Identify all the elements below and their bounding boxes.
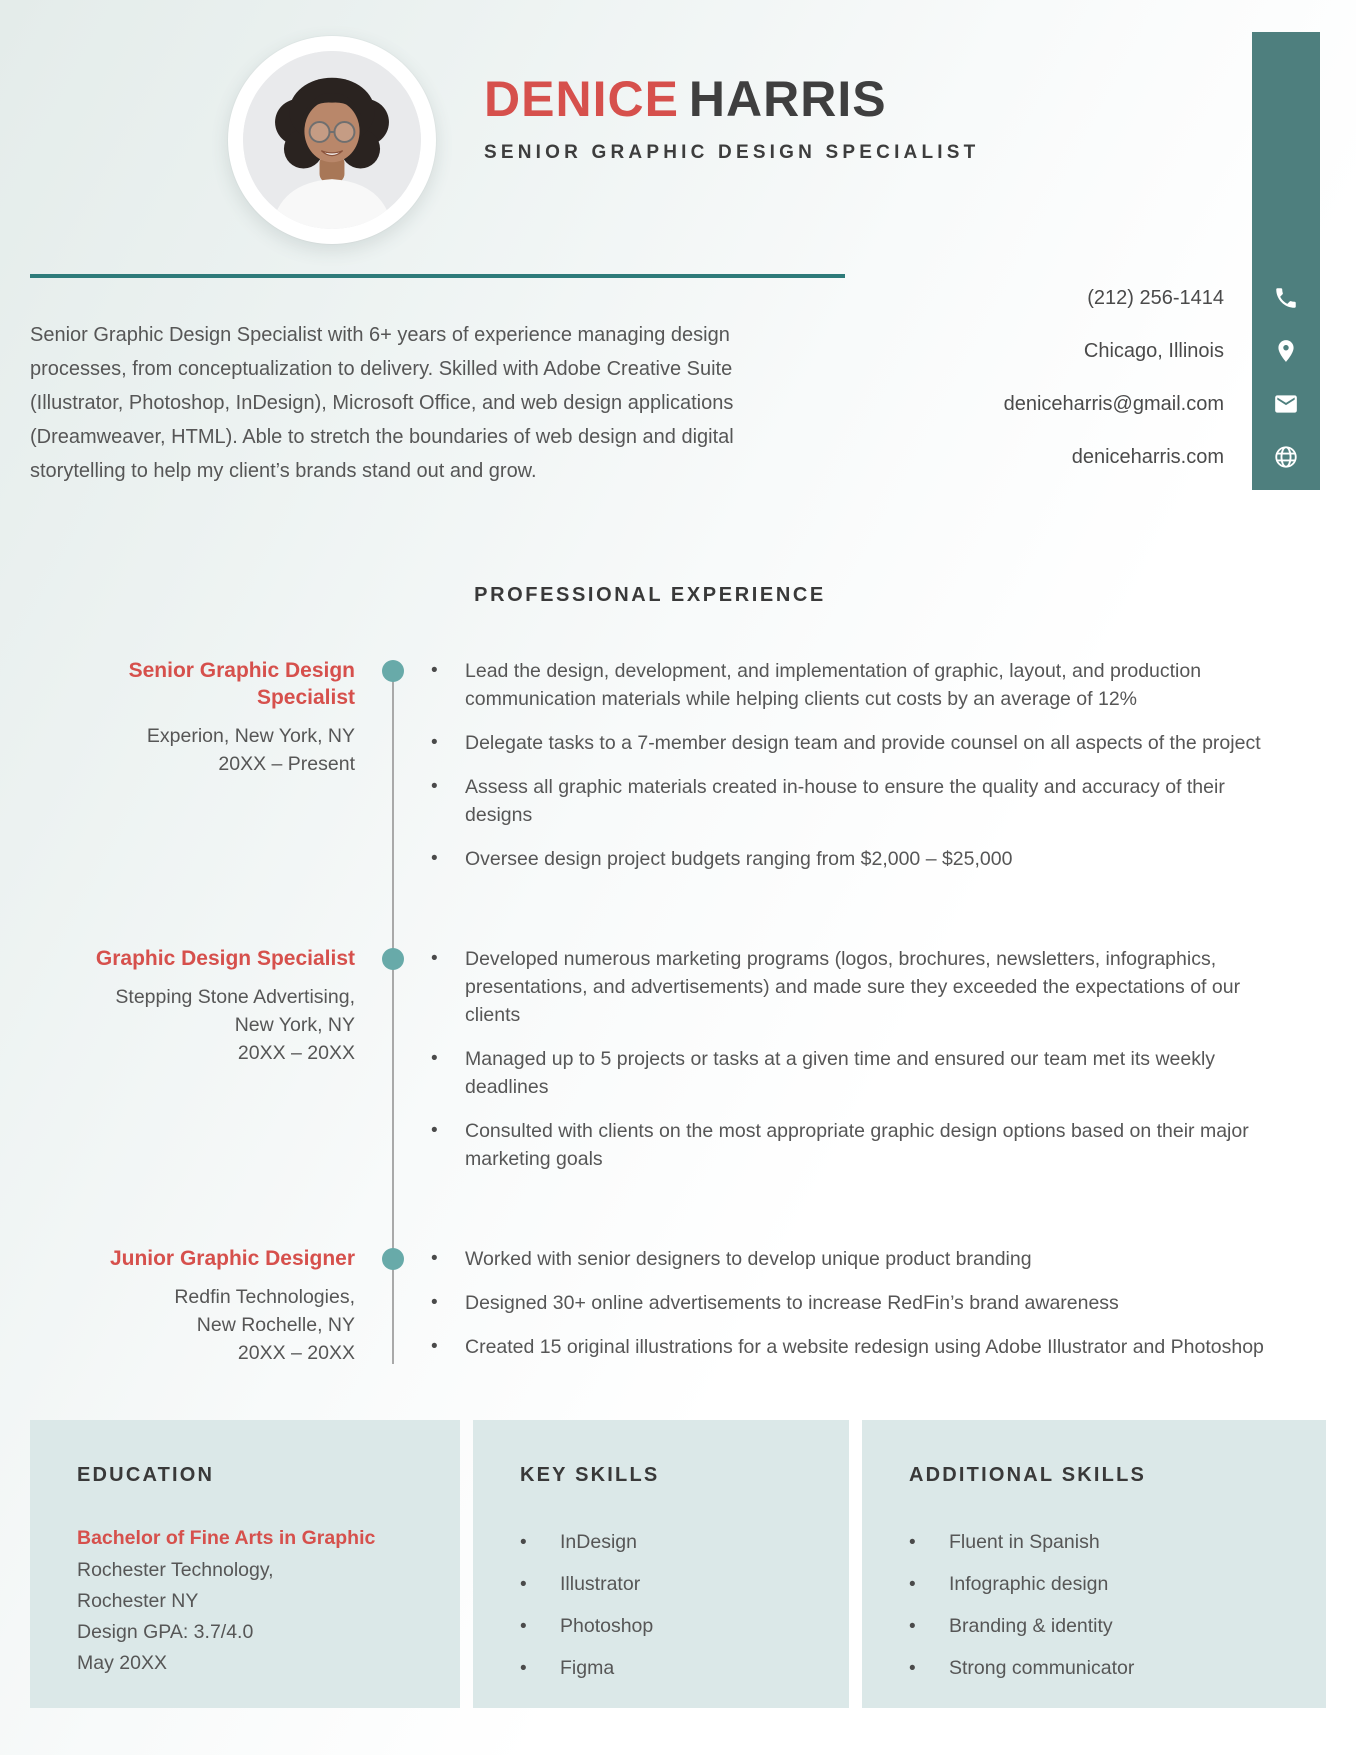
contact-list (864, 272, 1224, 484)
bullet-icon: • (909, 1616, 916, 1637)
email-icon (1273, 391, 1299, 417)
bullet-icon: • (520, 1574, 527, 1595)
job-entry (30, 945, 1270, 1189)
job-bullet (431, 1245, 1270, 1273)
job-bullet (431, 1117, 1270, 1173)
education-detail-line: May 20XX (77, 1652, 167, 1674)
job-entry (30, 1245, 1270, 1377)
key-skills-heading: KEY SKILLS (520, 1464, 660, 1486)
skill-item-text: Branding & identity (949, 1615, 1113, 1637)
bullet-icon: • (431, 732, 438, 753)
timeline-cell (355, 1245, 431, 1377)
job-meta (30, 1283, 355, 1367)
job-bullet-text: Worked with senior designers to develop unique product branding (465, 1248, 1032, 1270)
phone-icon (1273, 285, 1299, 311)
summary-paragraph: Senior Graphic Design Specialist with 6+ years of experience managing design processes, from conceptualization to delivery. Skilled with Adobe Creative Suite (Illustrator, Photoshop, InDesign), Microsoft Office, and web design applications (Dreamweaver, HTML). Able to stretch the boundaries of web design and digital storytelling to help my client’s brands stand out and grow. (30, 324, 734, 482)
job-bullet (431, 657, 1270, 713)
job-left-column (30, 1245, 355, 1377)
bullet-icon: • (909, 1658, 916, 1679)
bullet-icon: • (909, 1532, 916, 1553)
experience-section (30, 584, 1270, 1433)
education-detail-line: Design GPA: 3.7/4.0 (77, 1621, 254, 1643)
jobs (30, 657, 1270, 1377)
job-headline: SENIOR GRAPHIC DESIGN SPECIALIST (484, 142, 980, 163)
skill-item-text: Infographic design (949, 1573, 1109, 1595)
job-bullets (431, 945, 1270, 1189)
bullet-icon: • (909, 1574, 916, 1595)
additional-skills-heading: ADDITIONAL SKILLS (909, 1464, 1147, 1486)
job-bullet (431, 729, 1270, 757)
contact-icon-bar (1252, 32, 1320, 490)
key-skills-section (473, 1420, 849, 1708)
bullet-icon: • (431, 660, 438, 681)
page-title (484, 70, 979, 128)
job-bullets (431, 1245, 1270, 1377)
job-title: Senior Graphic Design Specialist (128, 659, 355, 709)
job-left-column (30, 657, 355, 889)
education-degree: Bachelor of Fine Arts in Graphic (77, 1527, 376, 1549)
skill-item (520, 1571, 819, 1599)
contact-location-value: Chicago, Illinois (1083, 340, 1224, 362)
bullet-icon: • (431, 776, 438, 797)
skill-item-text: Illustrator (560, 1573, 641, 1595)
portrait-illustration (243, 51, 421, 229)
bullet-icon: • (431, 1248, 438, 1269)
skill-item (909, 1655, 1296, 1683)
skill-item-text: Strong communicator (949, 1657, 1135, 1679)
timeline-dot (382, 660, 404, 682)
key-skills-list (520, 1529, 819, 1683)
timeline-cell (355, 945, 431, 1189)
experience-heading: PROFESSIONAL EXPERIENCE (474, 584, 826, 606)
additional-skills-list (909, 1529, 1296, 1683)
header-divider (30, 274, 845, 278)
skill-item (909, 1529, 1296, 1557)
contact-website-value: deniceharris.com (1071, 446, 1224, 468)
additional-skills-section (862, 1420, 1326, 1708)
job-bullet-text: Delegate tasks to a 7-member design team and provide counsel on all aspects of the project (465, 732, 1261, 754)
job-bullet-text: Developed numerous marketing programs (logos, brochures, newsletters, infographics, presentations, and advertisements) and made sure they exceeded the expectations of our clients (465, 948, 1241, 1026)
skill-item-text: Figma (560, 1657, 615, 1679)
job-bullet-text: Consulted with clients on the most appropriate graphic design options based on their major marketing goals (465, 1120, 1249, 1170)
bullet-icon: • (431, 1120, 438, 1141)
job-bullet (431, 1333, 1270, 1361)
job-meta-line: 20XX – 20XX (237, 1342, 355, 1364)
job-meta-line: 20XX – Present (218, 753, 355, 775)
job-bullet (431, 773, 1270, 829)
skill-item (520, 1655, 819, 1683)
education-heading: EDUCATION (77, 1464, 215, 1486)
job-meta-line: New York, NY (234, 1014, 355, 1036)
location-icon (1273, 338, 1299, 364)
contact-email-value: deniceharris@gmail.com (1003, 393, 1224, 415)
job-meta (30, 722, 355, 778)
job-bullet-text: Managed up to 5 projects or tasks at a given time and ensured our team met its weekly deadlines (465, 1048, 1216, 1098)
skill-item (520, 1613, 819, 1641)
education-detail-line: Rochester Technology, (77, 1559, 274, 1581)
education-section (30, 1420, 460, 1708)
profile-photo (243, 51, 421, 229)
bullet-icon: • (431, 1048, 438, 1069)
job-meta-line: 20XX – 20XX (237, 1042, 355, 1064)
education-details (77, 1555, 430, 1679)
job-meta-line: Redfin Technologies, (174, 1286, 355, 1308)
timeline-dot (382, 1248, 404, 1270)
skill-item-text: InDesign (560, 1531, 637, 1553)
contact-phone-value: (212) 256-1414 (1087, 287, 1224, 309)
last-name: HARRIS (688, 71, 887, 127)
skill-item (520, 1529, 819, 1557)
bullet-icon: • (431, 948, 438, 969)
bullet-icon: • (431, 1292, 438, 1313)
job-entry (30, 657, 1270, 889)
bullet-icon: • (520, 1658, 527, 1679)
job-bullet-text: Designed 30+ online advertisements to increase RedFin’s brand awareness (465, 1292, 1119, 1314)
bullet-icon: • (520, 1616, 527, 1637)
timeline-dot (382, 948, 404, 970)
job-meta (30, 983, 355, 1067)
job-bullet-text: Oversee design project budgets ranging from $2,000 – $25,000 (465, 848, 1013, 870)
job-title: Junior Graphic Designer (109, 1247, 355, 1270)
job-bullet-text: Assess all graphic materials created in-house to ensure the quality and accuracy of their designs (465, 776, 1225, 826)
job-meta-line: New Rochelle, NY (196, 1314, 355, 1336)
bullet-icon: • (431, 1336, 438, 1357)
skill-item (909, 1613, 1296, 1641)
skill-item-text: Photoshop (560, 1615, 654, 1637)
profile-photo-ring (228, 36, 436, 244)
job-left-column (30, 945, 355, 1189)
skill-item-text: Fluent in Spanish (949, 1531, 1100, 1553)
website-icon (1273, 444, 1299, 470)
skill-item (909, 1571, 1296, 1599)
job-bullet (431, 945, 1270, 1029)
job-bullet (431, 1289, 1270, 1317)
job-bullet (431, 845, 1270, 873)
job-bullet (431, 1045, 1270, 1101)
job-bullets (431, 657, 1270, 889)
job-bullet-text: Lead the design, development, and implementation of graphic, layout, and production communication materials while helping clients cut costs by an average of 12% (465, 660, 1202, 710)
job-title: Graphic Design Specialist (95, 947, 355, 970)
bullet-icon: • (520, 1532, 527, 1553)
education-detail-line: Rochester NY (77, 1590, 199, 1612)
bullet-icon: • (431, 848, 438, 869)
timeline-cell (355, 657, 431, 889)
job-meta-line: Stepping Stone Advertising, (115, 986, 355, 1008)
job-meta-line: Experion, New York, NY (146, 725, 355, 747)
first-name: DENICE (484, 71, 679, 127)
job-bullet-text: Created 15 original illustrations for a website redesign using Adobe Illustrator and Photoshop (465, 1336, 1264, 1358)
